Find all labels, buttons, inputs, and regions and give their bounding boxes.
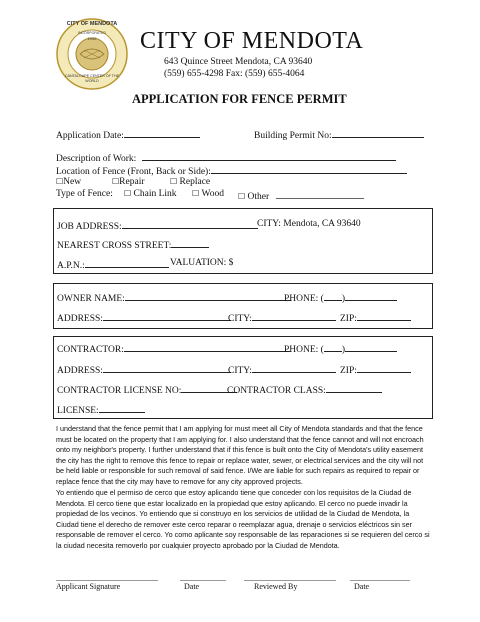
contractor-license-no-label: CONTRACTOR LICENSE NO: bbox=[57, 386, 182, 396]
contractor-city-label: CITY: bbox=[228, 366, 252, 376]
application-date-label: Application Date: bbox=[56, 131, 124, 141]
contractor-zip-field[interactable] bbox=[340, 363, 411, 376]
job-city-label: CITY: Mendota, CA 93640 bbox=[257, 219, 361, 229]
applicant-signature-label: Applicant Signature bbox=[56, 582, 121, 591]
seal-text-top: CITY OF MENDOTA bbox=[66, 21, 118, 27]
location-field[interactable] bbox=[56, 164, 407, 177]
contractor-address-field[interactable] bbox=[57, 363, 231, 376]
contractor-phone-field[interactable] bbox=[284, 342, 397, 355]
seal-text-inc: INCORPORATED bbox=[78, 31, 106, 35]
building-permit-field[interactable] bbox=[254, 128, 424, 141]
owner-city-field[interactable] bbox=[228, 311, 336, 324]
contractor-phone-label: PHONE: ( bbox=[284, 345, 324, 355]
contractor-address-label: ADDRESS: bbox=[57, 366, 103, 376]
contractor-license-no-field[interactable] bbox=[57, 383, 237, 396]
owner-name-field[interactable] bbox=[57, 291, 291, 304]
city-seal bbox=[56, 18, 128, 90]
chain-link-option[interactable] bbox=[124, 189, 177, 199]
statement-spanish: Yo entiendo que el permiso de cerco que estoy aplicando tiene que conceder con los requisitos de la Ciudad de Mendota. El cerco tiene que estar localizado en la propiedad que estoy aplicando. El cerco no puede invadir la propiedad de los vecinos. Yo entiendo que si construyo en los servicios de utilidad de la Ciudad de Mendota, la Ciudad tiene el derecho de remover este cerco reparar o reemplazar agua, drenaje o servicios eléctricos sin ser responsable de remover el cerco. Yo como aplicante soy responsable de las reparaciones si se requieren del cerco si la ciudad necesita removerlo por cualquier proyecto aprobado por la Ciudad de Mendota. bbox=[56, 488, 430, 550]
seal-year: 1942 bbox=[87, 36, 97, 41]
replace-label: Replace bbox=[179, 177, 211, 187]
wood-option[interactable] bbox=[192, 189, 224, 199]
wood-checkbox-icon[interactable]: ☐ bbox=[192, 189, 200, 198]
job-address-label: JOB ADDRESS: bbox=[57, 222, 122, 232]
other-option[interactable] bbox=[238, 189, 364, 202]
owner-city-label: CITY: bbox=[228, 314, 252, 324]
reviewed-by-label: Reviewed By bbox=[254, 582, 298, 591]
contractor-field[interactable] bbox=[57, 342, 290, 355]
nearest-cross-field[interactable] bbox=[57, 238, 209, 251]
date-label-1: Date bbox=[184, 582, 200, 591]
chain-link-checkbox-icon[interactable]: ☐ bbox=[124, 189, 132, 198]
contractor-zip-label: ZIP: bbox=[340, 366, 357, 376]
valuation-field[interactable] bbox=[170, 258, 233, 268]
date-label-2: Date bbox=[354, 582, 370, 591]
new-checkbox-icon[interactable]: ☐ bbox=[56, 177, 64, 186]
contractor-phone-close: ) bbox=[341, 345, 346, 355]
description-label: Description of Work: bbox=[56, 154, 137, 164]
owner-zip-label: ZIP: bbox=[340, 314, 357, 324]
contractor-class-field[interactable] bbox=[227, 383, 382, 396]
owner-phone-field[interactable] bbox=[284, 291, 397, 304]
repair-option[interactable] bbox=[112, 177, 145, 187]
other-checkbox-icon[interactable]: ☐ bbox=[238, 192, 246, 201]
job-address-field[interactable] bbox=[57, 219, 258, 232]
city-phones: (559) 655-4298 Fax: (559) 655-4064 bbox=[164, 69, 305, 79]
owner-name-label: OWNER NAME: bbox=[57, 294, 125, 304]
owner-phone-close: ) bbox=[341, 294, 346, 304]
description-field[interactable] bbox=[56, 151, 396, 164]
valuation-label: VALUATION: $ bbox=[170, 258, 234, 268]
new-label: New bbox=[63, 177, 82, 187]
city-name: CITY OF MENDOTA bbox=[140, 28, 364, 54]
contractor-city-field[interactable] bbox=[228, 363, 336, 376]
city-address: 643 Quince Street Mendota, CA 93640 bbox=[164, 57, 313, 67]
reviewed-by-line[interactable] bbox=[244, 580, 336, 581]
owner-address-field[interactable] bbox=[57, 311, 231, 324]
type-of-fence-label: Type of Fence: bbox=[56, 189, 113, 199]
apn-label: A.P.N.: bbox=[57, 261, 85, 271]
owner-address-label: ADDRESS: bbox=[57, 314, 103, 324]
application-date-field[interactable] bbox=[56, 128, 200, 141]
applicant-signature-line[interactable] bbox=[56, 580, 158, 581]
location-label: Location of Fence (Front, Back or Side): bbox=[56, 167, 211, 177]
chain-link-label: Chain Link bbox=[133, 189, 177, 199]
form-title: APPLICATION FOR FENCE PERMIT bbox=[132, 92, 347, 106]
license-field[interactable] bbox=[57, 403, 145, 416]
owner-zip-field[interactable] bbox=[340, 311, 411, 324]
apn-field[interactable] bbox=[57, 258, 169, 271]
repair-checkbox-icon[interactable]: ☐ bbox=[112, 177, 120, 186]
other-label: Other bbox=[247, 192, 270, 202]
nearest-cross-label: NEAREST CROSS STREET: bbox=[57, 241, 172, 251]
contractor-label: CONTRACTOR: bbox=[57, 345, 124, 355]
seal-text-bottom: CANTALOUPE CENTER OF THE WORLD bbox=[65, 74, 119, 83]
statement-english: I understand that the fence permit that I am applying for must meet all City of Mendota standards and that the fence must be located on the property that I am applying for. I also understand that the fence cannot and will not encroach onto my neighbor's property. I further understand that if this fence is built onto the City of Mendota's utility easement the city has the right to remove this fence to repair or replace water, sewer, or electrical services and the city will not be held liable or responsible for such removal of said fence. I/We are liable for such repairs as required to repair or replace fence that the city may have to remove for any city approved projects. bbox=[56, 424, 424, 486]
new-option[interactable] bbox=[56, 177, 81, 187]
owner-phone-label: PHONE: ( bbox=[284, 294, 324, 304]
contractor-class-label: CONTRACTOR CLASS: bbox=[227, 386, 326, 396]
wood-label: Wood bbox=[201, 189, 225, 199]
replace-option[interactable] bbox=[170, 177, 210, 187]
repair-label: Repair bbox=[119, 177, 145, 187]
replace-checkbox-icon[interactable]: ☐ bbox=[170, 177, 178, 186]
license-label: LICENSE: bbox=[57, 406, 99, 416]
date-line-1[interactable] bbox=[180, 580, 226, 581]
date-line-2[interactable] bbox=[350, 580, 410, 581]
building-permit-label: Building Permit No: bbox=[254, 131, 332, 141]
